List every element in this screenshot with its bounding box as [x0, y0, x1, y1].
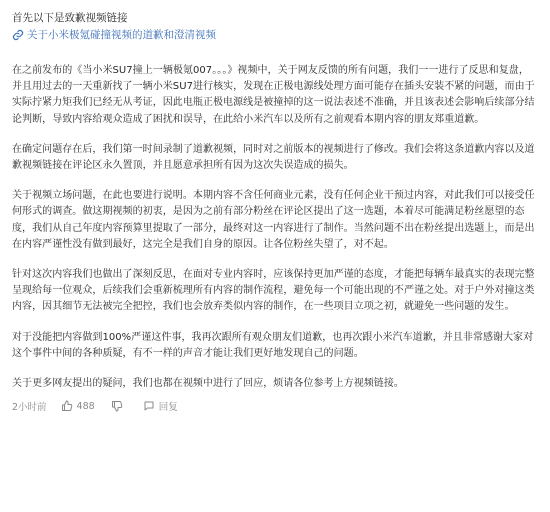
like-count: 488 [76, 400, 95, 412]
video-link-label: 关于小米极氪碰撞视频的道歉和澄清视频 [27, 29, 216, 41]
intro-text: 首先以下是致歉视频链接 [12, 12, 128, 24]
thumbs-up-icon [61, 400, 73, 412]
paragraph-thanks: 对于没能把内容做到100%严谨这件事，我再次跟所有观众朋友们道歉，也再次跟小米汽车道歉，并且非常感谢大家对这个事件中间的各种质疑，有不一样的声音才能让我们更好地发现自己的问题。 [12, 331, 534, 359]
reply-button[interactable] [143, 399, 178, 413]
paragraph-reflection: 针对这次内容我们也做出了深刻反思，在面对专业内容时，应该保持更加严谨的态度，才能把每辆车最真实的表现完整呈现给每一位观众，后续我们会重新梳理所有内容的制作流程，避免每一个可能出现的不严谨之处。对于户外对撞这类内容，因其细节无法被完全把控，我们也会放弃类似内容的制作，在一些项目立项之初，就避免一些问题的发生。 [12, 269, 535, 313]
post-time: 2小时前 [12, 402, 47, 414]
comment-icon [143, 400, 155, 412]
paragraph-closing: 关于更多网友提出的疑问，我们也都在视频中进行了回应，烦请各位参考上方视频链接。 [12, 378, 404, 390]
dislike-button[interactable] [111, 400, 127, 412]
comment-actions [12, 398, 538, 414]
video-link[interactable] [12, 27, 538, 43]
paragraph-apology: 在之前发布的《当小米SU7撞上一辆极氪007。。。》视频中，关于网友反馈的所有问题，我们一一进行了反思和复盘，并且用过去的一天重新找了一辆小米SU7进行核实，发现在正极电源线处理方面可能存在插头安装不紧的问题，而由于实际拧紧力矩我们已经无从考证，因此电瓶正极电源线是被撞掉的这一说法表述不准确，并且该表述会影响后续部分结论判断，导致内容给观众造成了困扰和误导，在此给小米汽车以及所有之前观看本期内容的朋友郑重道歉。 [12, 65, 535, 125]
reply-label: 回复 [158, 402, 178, 414]
paragraph-actions: 在确定问题存在后，我们第一时间录制了道歉视频，同时对之前版本的视频进行了修改。我们会将这条道歉内容以及道歉视频链接在评论区永久置顶，并且愿意承担所有因为这次失误造成的损失。 [12, 143, 535, 172]
like-button[interactable] [61, 400, 95, 412]
link-icon [12, 29, 24, 41]
thumbs-down-icon [111, 400, 123, 412]
paragraph-stance: 关于视频立场问题，在此也要进行说明。本期内容不含任何商业元素，没有任何企业干预过内容，对此我们可以接受任何形式的调查。做这期视频的初衷，是因为之前有部分粉丝在评论区提出了这一选题，本着尽可能满足粉丝愿望的态度，我们从自己年度内容预算里提取了一部分，最终对这一内容进行了制作。当然问题不出在粉丝提出选题上，而是出在内容严谨性没有做到最好，这完全是我们自身的原因。让各位粉丝失望了，对不起。 [12, 190, 535, 250]
